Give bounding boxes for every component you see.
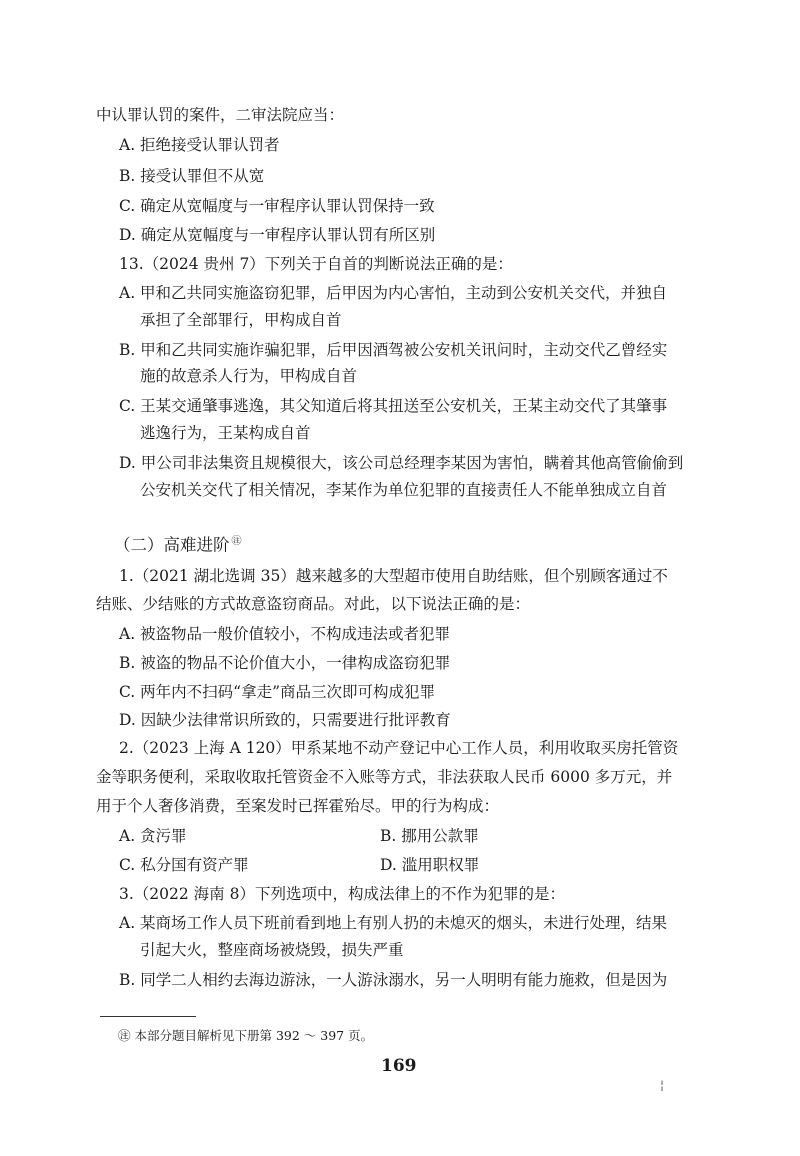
option-d: D. 甲公司非法集资且规模很大，该公司总经理李某因为害怕，瞒着其他高管偷偷到 (119, 454, 684, 472)
option-c: C. 王某交通肇事逃逸，其父知道后将其扭送至公安机关，王某主动交代了其肇事 (119, 397, 668, 415)
section-heading (114, 532, 242, 556)
text-line: 中认罪认罚的案件，二审法院应当： (96, 106, 345, 124)
scan-edge-mark: ¦ (660, 1078, 665, 1092)
option-d: D. 滥用职权罪 (380, 856, 480, 874)
question-2: 2.（2023 上海 A 120）甲系某地不动产登记中心工作人员，利用收取买房托管资 (119, 739, 679, 757)
option-b: B. 挪用公款罪 (380, 827, 479, 845)
page-number: 169 (381, 1056, 417, 1076)
option-b: B. 接受认罪但不从宽 (119, 167, 265, 185)
section-heading-text: （二）高难进阶 (114, 535, 230, 555)
question-3: 3.（2022 海南 8）下列选项中，构成法律上的不作为犯罪的是： (119, 885, 565, 903)
option-d: D. 确定从宽幅度与一审程序认罪认罚有所区别 (119, 226, 436, 244)
option-a: A. 拒绝接受认罪认罚者 (119, 136, 280, 154)
option-continuation: 承担了全部罪行，甲构成自首 (140, 311, 342, 329)
option-continuation: 公安机关交代了相关情况，李某作为单位犯罪的直接责任人不能单独成立自首 (140, 481, 668, 499)
question-13: 13.（2024 贵州 7）下列关于自首的判断说法正确的是： (119, 255, 513, 273)
option-continuation: 引起大火，整座商场被烧毁，损失严重 (140, 941, 404, 959)
footnote: ㊟ 本部分题目解析见下册第 392 ～ 397 页。 (118, 1028, 374, 1043)
option-continuation: 逃逸行为，王某构成自首 (140, 424, 311, 442)
option-d: D. 因缺少法律常识所致的，只需要进行批评教育 (119, 711, 451, 729)
footnote-mark-icon: ㊟ (231, 536, 242, 547)
option-c: C. 确定从宽幅度与一审程序认罪认罚保持一致 (119, 197, 435, 215)
option-b: B. 同学二人相约去海边游泳，一人游泳溺水，另一人明明有能力施救，但是因为 (119, 971, 668, 989)
option-b: B. 被盗的物品不论价值大小，一律构成盗窃犯罪 (119, 654, 451, 672)
question-1: 1.（2021 湖北选调 35）越来越多的大型超市使用自助结账，但个别顾客通过不 (119, 567, 668, 585)
option-a: A. 被盗物品一般价值较小，不构成违法或者犯罪 (119, 625, 451, 643)
footnote-rule (100, 1016, 196, 1017)
option-b: B. 甲和乙共同实施诈骗犯罪，后甲因酒驾被公安机关讯问时，主动交代乙曾经实 (119, 341, 668, 359)
option-continuation: 施的故意杀人行为，甲构成自首 (140, 367, 358, 385)
question-continuation: 金等职务便利，采取收取托管资金不入账等方式，非法获取人民币 6000 多万元，并 (96, 768, 673, 786)
option-c: C. 私分国有资产罪 (119, 856, 249, 874)
option-c: C. 两年内不扫码“拿走”商品三次即可构成犯罪 (119, 683, 436, 701)
option-a: A. 甲和乙共同实施盗窃犯罪，后甲因为内心害怕，主动到公安机关交代，并独自 (119, 284, 668, 302)
option-a: A. 贪污罪 (119, 827, 187, 845)
question-continuation: 结账、少结账的方式故意盗窃商品。对此，以下说法正确的是： (96, 595, 531, 613)
option-a: A. 某商场工作人员下班前看到地上有别人扔的未熄灭的烟头，未进行处理，结果 (119, 914, 668, 932)
question-continuation: 用于个人奢侈消费，至案发时已挥霍殆尽。甲的行为构成： (96, 797, 500, 815)
